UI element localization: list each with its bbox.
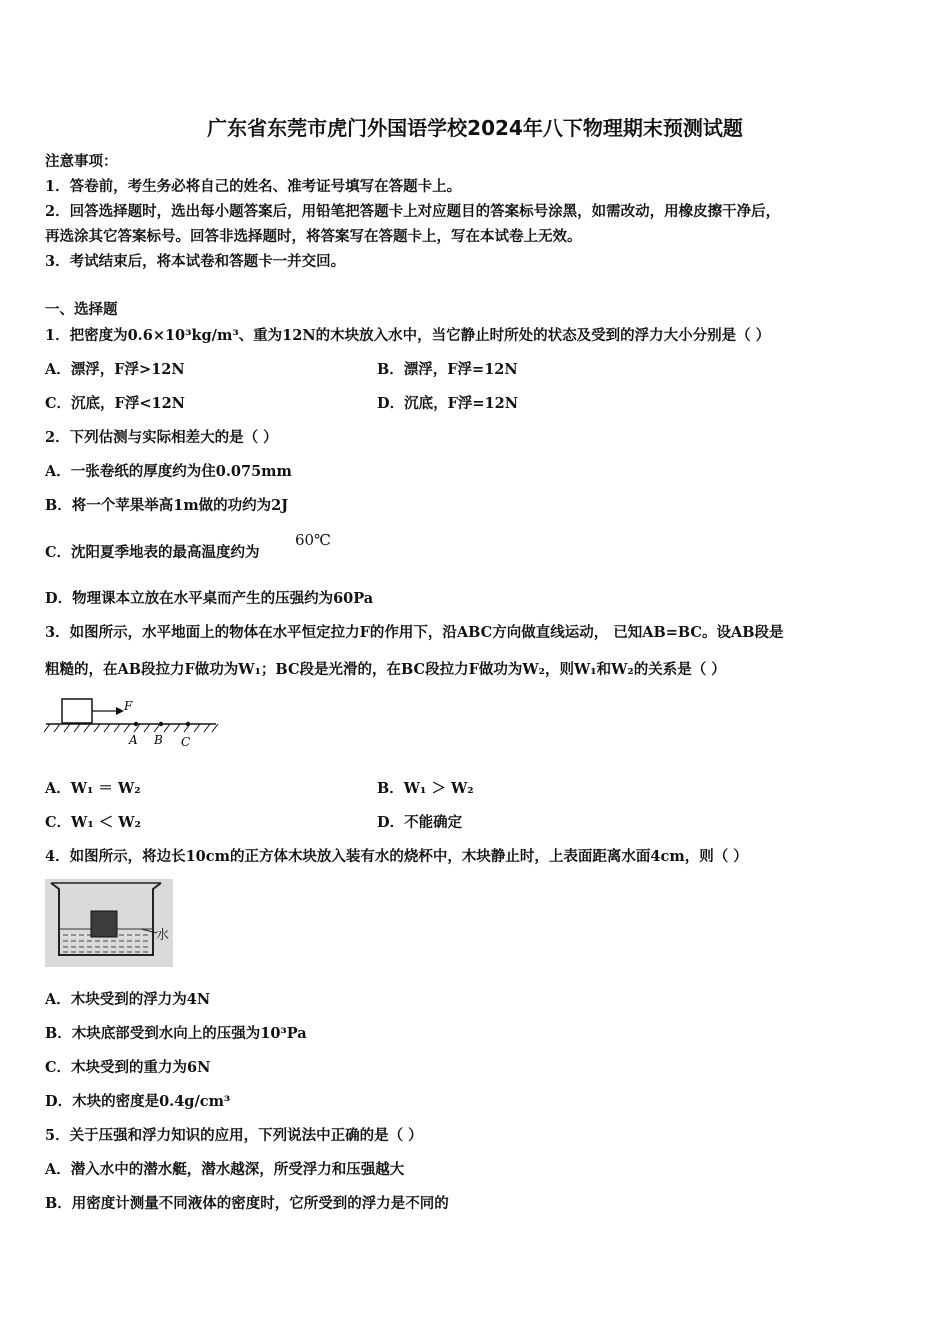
q3-stem: 3．如图所示，水平地面上的物体在水平恒定拉力F的作用下，沿ABC方向做直线运动， 已知AB=BC。设AB段是	[45, 624, 784, 641]
q5-option-b: B．用密度计测量不同液体的密度时，它所受到的浮力是不同的	[45, 1195, 449, 1212]
q1-option-a: A．漂浮，F浮>12N	[45, 361, 185, 378]
q2-option-a: A．一张卷纸的厚度约为住0.075mm	[45, 463, 292, 480]
q4-option-c: C．木块受到的重力为6N	[45, 1059, 211, 1076]
q3-force-diagram	[44, 694, 220, 750]
q3-option-a: A．W₁ ＝ W₂	[45, 780, 141, 797]
q5-option-a: A．潜入水中的潜水艇，潜水越深，所受浮力和压强越大	[45, 1161, 405, 1178]
q2-stem: 2．下列估测与实际相差大的是（ ）	[45, 429, 278, 446]
q1-option-c: C．沉底，F浮<12N	[45, 395, 185, 412]
q2-option-b: B．将一个苹果举高1m做的功约为2J	[45, 497, 289, 514]
point-a	[134, 722, 138, 726]
notice-item: 再选涂其它答案标号。回答非选择题时，将答案写在答题卡上，写在本试卷上无效。	[45, 228, 582, 245]
point-b	[159, 722, 163, 726]
page-title: 广东省东莞市虎门外国语学校2024年八下物理期末预测试题	[207, 116, 743, 140]
q3-option-d: D．不能确定	[377, 814, 463, 831]
q4-option-d: D．木块的密度是0.4g/cm³	[45, 1093, 231, 1110]
notice-item: 2．回答选择题时，选出每小题答案后，用铅笔把答题卡上对应题目的答案标号涂黑，如需改动，用橡皮擦干净后，	[45, 203, 781, 220]
force-arrowhead	[116, 707, 124, 715]
force-label: F	[124, 699, 133, 713]
q4-option-b: B．木块底部受到水向上的压强为10³Pa	[45, 1025, 307, 1042]
q4-beaker-figure	[45, 879, 173, 967]
q1-option-b: B．漂浮，F浮=12N	[377, 361, 518, 378]
point-a-label: A	[129, 733, 138, 747]
point-c-label: C	[181, 735, 191, 749]
notice-item: 3．考试结束后，将本试卷和答题卡一并交回。	[45, 253, 346, 270]
q1-option-d: D．沉底，F浮=12N	[377, 395, 518, 412]
q2-option-c-value: 60℃	[295, 531, 331, 549]
q2-option-c: C．沈阳夏季地表的最高温度约为	[45, 544, 260, 561]
block	[62, 699, 92, 723]
q5-stem: 5．关于压强和浮力知识的应用，下列说法中正确的是（ ）	[45, 1127, 423, 1144]
section-heading: 一、选择题	[45, 301, 118, 318]
point-b-label: B	[154, 733, 163, 747]
q3-option-b: B．W₁ ＞ W₂	[377, 780, 474, 797]
notice-heading: 注意事项：	[45, 153, 118, 170]
q4-option-a: A．木块受到的浮力为4N	[45, 991, 211, 1008]
q3-stem-cont: 粗糙的，在AB段拉力F做功为W₁；BC段是光滑的，在BC段拉力F做功为W₂，则W₁和W₂的关系是（ ）	[45, 661, 726, 678]
water-label: 水	[156, 928, 170, 943]
q2-option-d: D．物理课本立放在水平桌而产生的压强约为60Pa	[45, 590, 374, 607]
wood-block	[91, 911, 117, 937]
q4-stem: 4．如图所示，将边长10cm的正方体木块放入装有水的烧杯中，木块静止时，上表面距离水面4cm，则（ ）	[45, 848, 748, 865]
q1-stem: 1．把密度为0.6×10³kg/m³、重为12N的木块放入水中，当它静止时所处的状态及受到的浮力大小分别是（ ）	[45, 327, 771, 344]
ground-hatching	[44, 724, 218, 732]
point-c	[186, 722, 190, 726]
notice-item: 1．答卷前，考生务必将自己的姓名、准考证号填写在答题卡上。	[45, 178, 462, 195]
q3-option-c: C．W₁ ＜ W₂	[45, 814, 141, 831]
